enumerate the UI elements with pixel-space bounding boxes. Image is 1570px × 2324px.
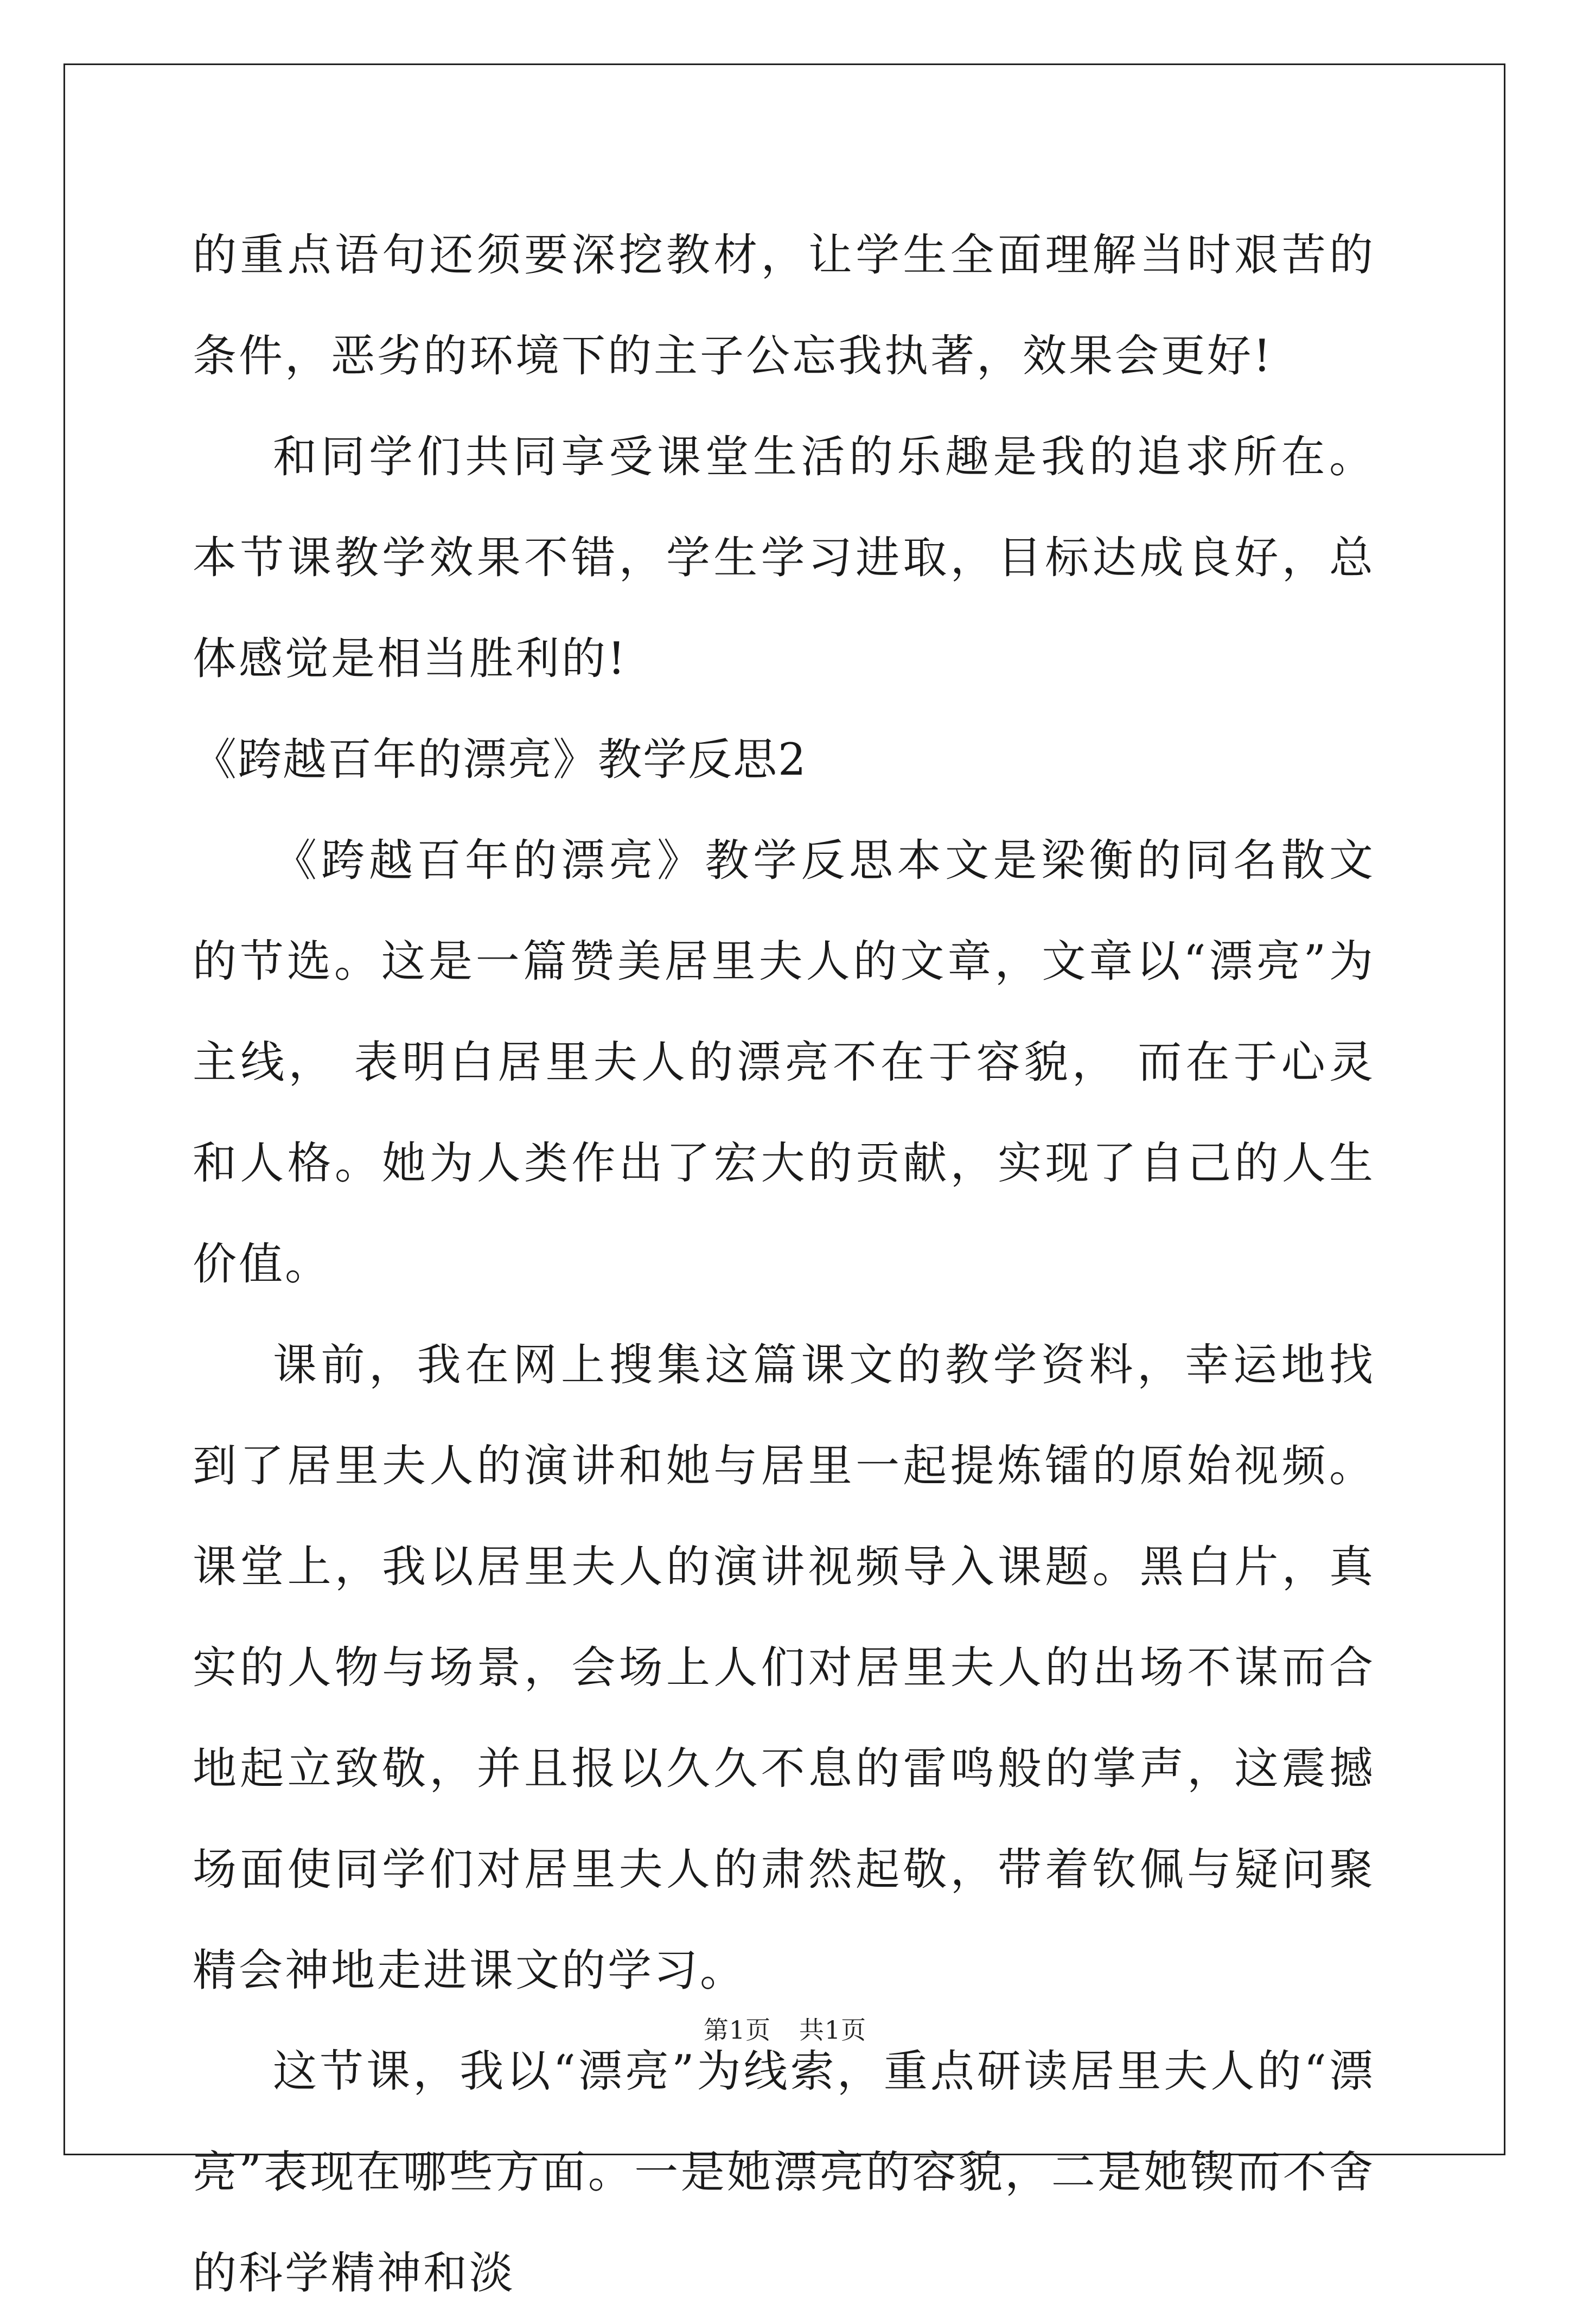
page-footer <box>0 2010 1570 2046</box>
document-body <box>193 205 1375 2324</box>
paragraph-5: 这节课，我以“漂亮”为线索，重点研读居里夫人的“漂亮”表现在哪些方面。一是她漂亮的容貌，二是她锲而不舍的科学精神和淡 <box>193 2046 1375 2299</box>
section-heading: 《跨越百年的漂亮》教学反思2 <box>193 735 807 786</box>
page-number: 第1页 <box>703 2015 771 2045</box>
paragraph-4: 课前，我在网上搜集这篇课文的教学资料，幸运地找到了居里夫人的演讲和她与居里一起提炼镭的原始视频。课堂上，我以居里夫人的演讲视频导入课题。黑白片，真实的人物与场景，会场上人们对居里夫人的出场不谋而合地起立致敬，并且报以久久不息的雷鸣般的掌声，这震撼场面使同学们对居里夫人的肃然起敬，带着钦佩与疑问聚精会神地走进课文的学习。 <box>193 1340 1375 1996</box>
page-total: 共1页 <box>799 2015 867 2045</box>
paragraph-3: 《跨越百年的漂亮》教学反思本文是梁衡的同名散文的节选。这是一篇赞美居里夫人的文章，文章以“漂亮”为主线， 表明白居里夫人的漂亮不在于容貌， 而在于心灵和人格。她为人类作出了宏大的贡献，实现了自己的人生价值。 <box>193 835 1375 1290</box>
paragraph-1: 的重点语句还须要深挖教材，让学生全面理解当时艰苦的条件，恶劣的环境下的主子公忘我执著，效果会更好! <box>193 230 1375 382</box>
paragraph-2: 和同学们共同享受课堂生活的乐趣是我的追求所在。本节课教学效果不错，学生学习进取，目标达成良好，总体感觉是相当胜利的! <box>193 432 1375 685</box>
